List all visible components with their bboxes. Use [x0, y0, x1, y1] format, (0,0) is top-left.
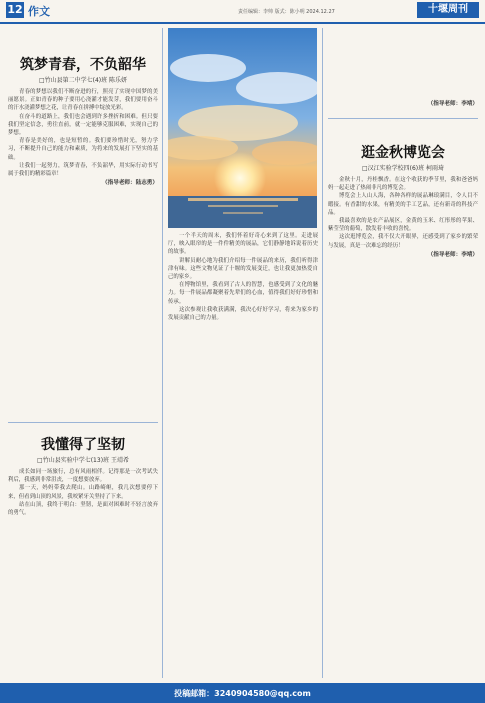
- section-title: 作文: [28, 5, 50, 18]
- article-1-title: 筑梦青春，不负韶华: [20, 57, 146, 73]
- article-1-byline: □竹山县第二中学七(4)班 陈乐妍: [38, 77, 128, 84]
- paragraph: 我最喜欢的是农产品展区，金黄的玉米、红彤彤的苹果、紫莹莹的葡萄，散发着丰收的喜悦。: [328, 218, 478, 233]
- article-2: [8, 426, 158, 681]
- paragraph: 那一天，妈妈带我去爬山。山路崎岖，我几次想要停下来，但看到山顶的风景，我咬紧牙关坚持了下来。: [8, 485, 158, 500]
- article-3-teacher: （指导老师：李靖）: [427, 251, 478, 258]
- paragraph: 博览会上人山人海，各种各样的展品琳琅满目，令人目不暇接。有香甜的水果，有精美的手工艺品，还有新奇的科技产品。: [328, 193, 478, 216]
- article-3: [328, 122, 478, 680]
- paragraph: 在博物馆里，我看到了古人的智慧，也感受到了文化的魅力。每一件展品都凝聚着先辈们的心血，值得我们好好珍惜和传承。: [168, 282, 318, 305]
- newspaper-brand: 十堰周刊: [417, 2, 479, 18]
- article-3-title: 逛金秋博览会: [361, 145, 445, 161]
- paragraph: 这次参观让我收获满满，我决心好好学习，将来为家乡的发展贡献自己的力量。: [168, 306, 318, 322]
- article-2-title: 我懂得了坚韧: [41, 437, 125, 453]
- article-divider-right: [328, 118, 478, 119]
- column-divider-left: [162, 28, 163, 678]
- page-header: [0, 0, 485, 24]
- article-middle-body: [168, 232, 318, 678]
- article-divider: [8, 422, 158, 423]
- sunset-photo: [168, 28, 317, 228]
- sunset-illustration: [168, 28, 317, 228]
- article-2-byline: □竹山县实验中学七(13)班 王靖希: [37, 457, 129, 464]
- continuation-teacher: （指导老师：李靖）: [427, 101, 478, 107]
- column-divider-right: [322, 28, 323, 678]
- paragraph: 这次逛博览会，我不仅大开眼界，还感受到了家乡的繁荣与发展，真是一次难忘的经历！: [328, 234, 478, 249]
- article-1: [8, 30, 158, 420]
- paragraph: 青春是美好的，也是短暂的。我们要珍惜时光，努力学习，不断提升自己的能力和素质，为将来的发展打下坚实的基础。: [8, 138, 158, 161]
- paragraph: 讲解员耐心地为我们介绍每一件展品的来历，我们听得津津有味。这些文物见证了十堰的发展变迁，也让我更加热爱自己的家乡。: [168, 257, 318, 281]
- article-2-body: [8, 468, 158, 678]
- page-footer: [0, 683, 485, 703]
- article-3-body: [328, 176, 478, 676]
- article-1-teacher: （指导老师：陆志勇）: [102, 180, 158, 187]
- article-continuation: [328, 30, 478, 116]
- paragraph: 金秋十月，丹桂飘香。在这个收获的季节里，我和爸爸妈妈一起走进了热闹非凡的博览会。: [328, 177, 478, 192]
- article-middle: [168, 232, 318, 680]
- paragraph: 成长如同一场旅行，总有风雨相伴。记得那是一次考试失利后，我感到非常沮丧，一度想要放弃。: [8, 469, 158, 484]
- page-number: 12: [7, 3, 23, 16]
- article-continuation-body: [328, 30, 478, 114]
- paragraph: 站在山顶，我终于明白：坚韧，是面对困难时不轻言放弃的勇气。: [8, 501, 158, 517]
- article-3-byline: □汉江实验学校四(6)班 柯雨琦: [361, 165, 445, 172]
- paragraph: 在奋斗的道路上，我们也会遇到许多挫折和困难。但只要我们坚定信念，勇往直前，就一定能够克服困难，实现自己的梦想。: [8, 113, 158, 137]
- paragraph: 青春的梦想以我们不断奋进的行，照亮了实现中国梦的美丽愿景。正如青春的种子要用心浇灌才能发芽，我们要用奋斗的汗水浇灌梦想之花，让青春在拼搏中绽放光彩。: [8, 89, 158, 112]
- article-1-body: [8, 88, 158, 418]
- submission-email: 投稿邮箱：3240904580@qq.com: [174, 689, 311, 698]
- editor-credits: 责任编辑：李帅 版式：陈小明 2024.12.27: [238, 9, 335, 15]
- paragraph: 一个半天的周末，我们怀着好奇心来到了这里。走进展厅，映入眼帘的是一件件精美的展品，它们静静地诉说着历史的故事。: [168, 233, 318, 256]
- paragraph: 让我们一起努力，筑梦青春，不负韶华，用实际行动书写属于我们的精彩篇章！: [8, 162, 158, 178]
